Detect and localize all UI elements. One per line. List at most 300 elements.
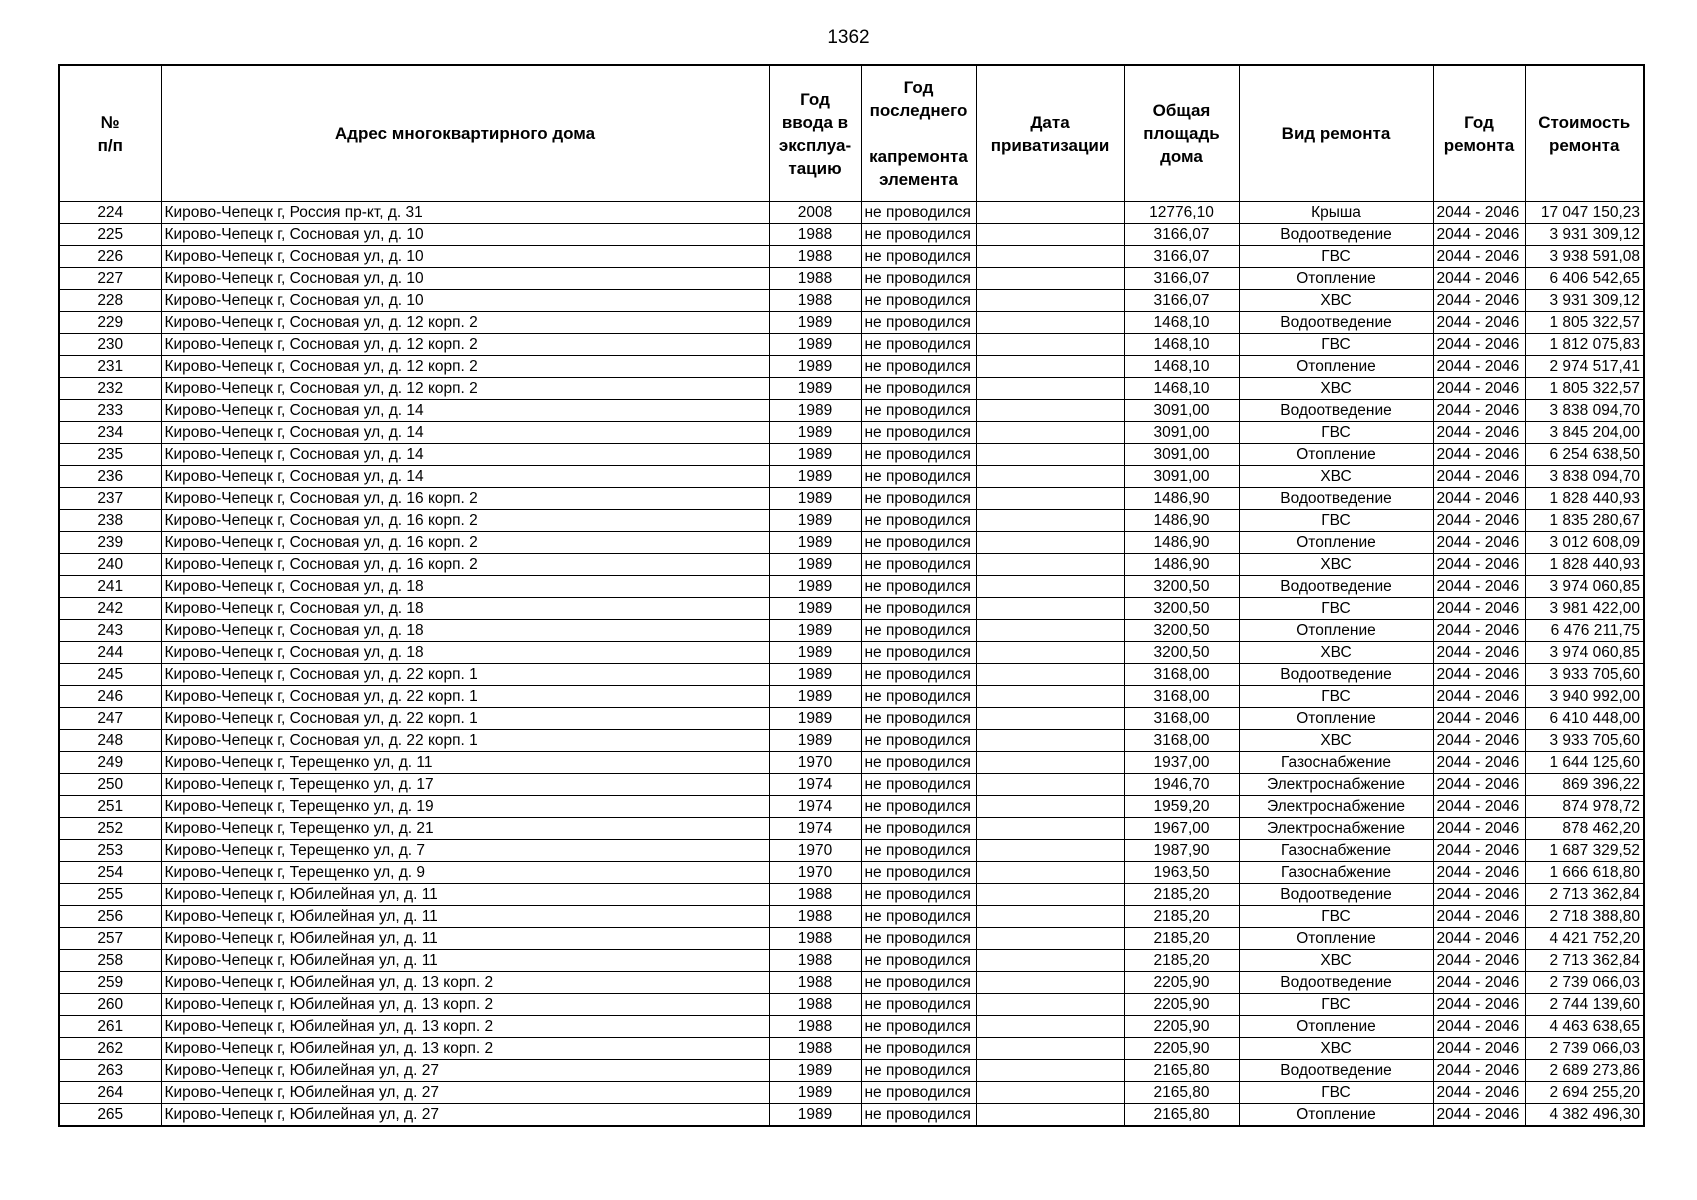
cell-address: Кирово-Чепецк г, Россия пр-кт, д. 31 xyxy=(161,202,769,224)
cell-cost: 6 410 448,00 xyxy=(1525,708,1644,730)
cell-cost: 2 974 517,41 xyxy=(1525,356,1644,378)
cell-address: Кирово-Чепецк г, Терещенко ул, д. 17 xyxy=(161,774,769,796)
cell-number: 229 xyxy=(59,312,161,334)
cell-cost: 17 047 150,23 xyxy=(1525,202,1644,224)
cell-repair-period: 2044 - 2046 xyxy=(1433,928,1525,950)
cell-repair-period: 2044 - 2046 xyxy=(1433,510,1525,532)
cell-number: 244 xyxy=(59,642,161,664)
cell-repair-period: 2044 - 2046 xyxy=(1433,664,1525,686)
table-header-row xyxy=(59,65,1644,202)
cell-year-commission: 1989 xyxy=(769,466,861,488)
table-row xyxy=(59,994,1644,1016)
header-line: ремонта xyxy=(1549,135,1620,155)
table-row xyxy=(59,510,1644,532)
cell-area: 3166,07 xyxy=(1124,290,1239,312)
cell-cost: 3 974 060,85 xyxy=(1525,576,1644,598)
cell-last-repair: не проводился xyxy=(861,620,976,642)
cell-last-repair: не проводился xyxy=(861,664,976,686)
cell-address: Кирово-Чепецк г, Сосновая ул, д. 16 корп. 2 xyxy=(161,554,769,576)
cell-repair-period: 2044 - 2046 xyxy=(1433,268,1525,290)
cell-repair-period: 2044 - 2046 xyxy=(1433,290,1525,312)
table-row xyxy=(59,686,1644,708)
cell-last-repair: не проводился xyxy=(861,422,976,444)
header-number xyxy=(59,65,161,202)
cell-repair-period: 2044 - 2046 xyxy=(1433,796,1525,818)
cell-area: 1937,00 xyxy=(1124,752,1239,774)
cell-repair-type: ХВС xyxy=(1239,466,1433,488)
cell-area: 1486,90 xyxy=(1124,510,1239,532)
cell-year-commission: 1989 xyxy=(769,510,861,532)
cell-privatization xyxy=(976,752,1124,774)
cell-repair-type: Водоотведение xyxy=(1239,400,1433,422)
table-row xyxy=(59,444,1644,466)
cell-area: 1468,10 xyxy=(1124,334,1239,356)
cell-privatization xyxy=(976,906,1124,928)
cell-area: 2205,90 xyxy=(1124,994,1239,1016)
table-row xyxy=(59,972,1644,994)
cell-cost: 1 828 440,93 xyxy=(1525,488,1644,510)
cell-repair-type: Водоотведение xyxy=(1239,224,1433,246)
cell-privatization xyxy=(976,466,1124,488)
cell-address: Кирово-Чепецк г, Сосновая ул, д. 14 xyxy=(161,422,769,444)
table-row xyxy=(59,840,1644,862)
cell-address: Кирово-Чепецк г, Юбилейная ул, д. 11 xyxy=(161,928,769,950)
cell-year-commission: 1988 xyxy=(769,950,861,972)
cell-last-repair: не проводился xyxy=(861,796,976,818)
cell-last-repair: не проводился xyxy=(861,312,976,334)
cell-address: Кирово-Чепецк г, Юбилейная ул, д. 11 xyxy=(161,906,769,928)
cell-area: 2185,20 xyxy=(1124,884,1239,906)
cell-repair-type: Водоотведение xyxy=(1239,1060,1433,1082)
cell-number: 228 xyxy=(59,290,161,312)
cell-year-commission: 1974 xyxy=(769,796,861,818)
cell-number: 252 xyxy=(59,818,161,840)
cell-area: 2165,80 xyxy=(1124,1060,1239,1082)
cell-address: Кирово-Чепецк г, Сосновая ул, д. 16 корп. 2 xyxy=(161,532,769,554)
cell-repair-type: Отопление xyxy=(1239,444,1433,466)
header-line: Общая xyxy=(1152,101,1211,120)
cell-area: 3168,00 xyxy=(1124,708,1239,730)
table-row xyxy=(59,620,1644,642)
cell-cost: 1 644 125,60 xyxy=(1525,752,1644,774)
cell-number: 264 xyxy=(59,1082,161,1104)
cell-repair-type: Отопление xyxy=(1239,708,1433,730)
cell-cost: 3 931 309,12 xyxy=(1525,290,1644,312)
cell-number: 246 xyxy=(59,686,161,708)
cell-number: 238 xyxy=(59,510,161,532)
cell-year-commission: 1989 xyxy=(769,1104,861,1127)
cell-address: Кирово-Чепецк г, Терещенко ул, д. 7 xyxy=(161,840,769,862)
cell-repair-type: Водоотведение xyxy=(1239,972,1433,994)
cell-repair-type: Водоотведение xyxy=(1239,312,1433,334)
cell-area: 1468,10 xyxy=(1124,312,1239,334)
cell-cost: 1 835 280,67 xyxy=(1525,510,1644,532)
header-line: Год xyxy=(800,89,830,109)
cell-repair-type: ГВС xyxy=(1239,422,1433,444)
cell-cost: 3 838 094,70 xyxy=(1525,400,1644,422)
cell-area: 2205,90 xyxy=(1124,1038,1239,1060)
table-row xyxy=(59,906,1644,928)
cell-address: Кирово-Чепецк г, Юбилейная ул, д. 11 xyxy=(161,950,769,972)
cell-year-commission: 2008 xyxy=(769,202,861,224)
cell-repair-period: 2044 - 2046 xyxy=(1433,312,1525,334)
cell-repair-type: Отопление xyxy=(1239,356,1433,378)
cell-repair-type: ГВС xyxy=(1239,598,1433,620)
cell-privatization xyxy=(976,488,1124,510)
cell-year-commission: 1970 xyxy=(769,752,861,774)
cell-area: 2205,90 xyxy=(1124,972,1239,994)
cell-privatization xyxy=(976,1016,1124,1038)
cell-year-commission: 1989 xyxy=(769,532,861,554)
cell-repair-type: Отопление xyxy=(1239,928,1433,950)
header-line: приватизации xyxy=(990,135,1110,155)
cell-number: 230 xyxy=(59,334,161,356)
cell-area: 3091,00 xyxy=(1124,444,1239,466)
cell-year-commission: 1989 xyxy=(769,488,861,510)
cell-privatization xyxy=(976,664,1124,686)
cell-area: 1486,90 xyxy=(1124,532,1239,554)
cell-area: 2205,90 xyxy=(1124,1016,1239,1038)
cell-address: Кирово-Чепецк г, Юбилейная ул, д. 13 корп. 2 xyxy=(161,1038,769,1060)
cell-repair-period: 2044 - 2046 xyxy=(1433,422,1525,444)
cell-year-commission: 1974 xyxy=(769,774,861,796)
cell-number: 237 xyxy=(59,488,161,510)
cell-cost: 3 940 992,00 xyxy=(1525,686,1644,708)
cell-repair-period: 2044 - 2046 xyxy=(1433,224,1525,246)
cell-last-repair: не проводился xyxy=(861,1104,976,1127)
cell-cost: 1 812 075,83 xyxy=(1525,334,1644,356)
header-line: № xyxy=(100,112,120,132)
header-repair-year xyxy=(1433,65,1525,202)
cell-area: 3168,00 xyxy=(1124,664,1239,686)
cell-year-commission: 1970 xyxy=(769,862,861,884)
cell-repair-period: 2044 - 2046 xyxy=(1433,752,1525,774)
cell-privatization xyxy=(976,1038,1124,1060)
cell-address: Кирово-Чепецк г, Сосновая ул, д. 18 xyxy=(161,620,769,642)
cell-last-repair: не проводился xyxy=(861,708,976,730)
cell-privatization xyxy=(976,532,1124,554)
cell-cost: 3 974 060,85 xyxy=(1525,642,1644,664)
table-row xyxy=(59,532,1644,554)
table-row xyxy=(59,1060,1644,1082)
cell-last-repair: не проводился xyxy=(861,598,976,620)
cell-address: Кирово-Чепецк г, Сосновая ул, д. 10 xyxy=(161,268,769,290)
table-row xyxy=(59,488,1644,510)
cell-year-commission: 1988 xyxy=(769,906,861,928)
cell-cost: 3 933 705,60 xyxy=(1525,730,1644,752)
cell-area: 3200,50 xyxy=(1124,576,1239,598)
table-row xyxy=(59,356,1644,378)
header-line: п/п xyxy=(97,135,123,155)
cell-privatization xyxy=(976,1060,1124,1082)
cell-area: 1468,10 xyxy=(1124,378,1239,400)
cell-repair-type: ХВС xyxy=(1239,1038,1433,1060)
cell-privatization xyxy=(976,422,1124,444)
table-body xyxy=(59,202,1644,1127)
cell-address: Кирово-Чепецк г, Юбилейная ул, д. 27 xyxy=(161,1060,769,1082)
cell-area: 2165,80 xyxy=(1124,1082,1239,1104)
cell-number: 259 xyxy=(59,972,161,994)
cell-area: 3166,07 xyxy=(1124,224,1239,246)
table-row xyxy=(59,598,1644,620)
cell-repair-period: 2044 - 2046 xyxy=(1433,488,1525,510)
cell-address: Кирово-Чепецк г, Юбилейная ул, д. 13 корп. 2 xyxy=(161,994,769,1016)
header-line: дома xyxy=(1160,147,1203,166)
cell-repair-period: 2044 - 2046 xyxy=(1433,532,1525,554)
cell-repair-period: 2044 - 2046 xyxy=(1433,576,1525,598)
header-line: Год xyxy=(1464,112,1494,132)
cell-last-repair: не проводился xyxy=(861,994,976,1016)
cell-cost: 2 689 273,86 xyxy=(1525,1060,1644,1082)
cell-last-repair: не проводился xyxy=(861,356,976,378)
cell-last-repair: не проводился xyxy=(861,334,976,356)
cell-repair-type: ХВС xyxy=(1239,642,1433,664)
header-line: Дата xyxy=(1030,112,1070,132)
cell-number: 227 xyxy=(59,268,161,290)
table-row xyxy=(59,1016,1644,1038)
cell-area: 1959,20 xyxy=(1124,796,1239,818)
cell-privatization xyxy=(976,730,1124,752)
cell-cost: 3 931 309,12 xyxy=(1525,224,1644,246)
cell-repair-type: ГВС xyxy=(1239,906,1433,928)
cell-cost: 3 012 608,09 xyxy=(1525,532,1644,554)
cell-privatization xyxy=(976,554,1124,576)
cell-repair-type: Отопление xyxy=(1239,268,1433,290)
cell-repair-period: 2044 - 2046 xyxy=(1433,708,1525,730)
cell-area: 3200,50 xyxy=(1124,620,1239,642)
cell-last-repair: не проводился xyxy=(861,752,976,774)
cell-address: Кирово-Чепецк г, Сосновая ул, д. 14 xyxy=(161,400,769,422)
cell-last-repair: не проводился xyxy=(861,554,976,576)
cell-year-commission: 1988 xyxy=(769,1016,861,1038)
header-area xyxy=(1124,65,1239,202)
cell-cost: 3 981 422,00 xyxy=(1525,598,1644,620)
table-row xyxy=(59,862,1644,884)
cell-last-repair: не проводился xyxy=(861,466,976,488)
cell-number: 240 xyxy=(59,554,161,576)
cell-last-repair: не проводился xyxy=(861,686,976,708)
cell-repair-type: Электроснабжение xyxy=(1239,818,1433,840)
cell-last-repair: не проводился xyxy=(861,510,976,532)
cell-repair-period: 2044 - 2046 xyxy=(1433,620,1525,642)
cell-number: 241 xyxy=(59,576,161,598)
cell-address: Кирово-Чепецк г, Терещенко ул, д. 21 xyxy=(161,818,769,840)
cell-address: Кирово-Чепецк г, Терещенко ул, д. 11 xyxy=(161,752,769,774)
cell-privatization xyxy=(976,840,1124,862)
table-row xyxy=(59,664,1644,686)
cell-repair-type: Отопление xyxy=(1239,620,1433,642)
cell-repair-type: ХВС xyxy=(1239,730,1433,752)
cell-year-commission: 1989 xyxy=(769,642,861,664)
cell-number: 253 xyxy=(59,840,161,862)
cell-cost: 4 382 496,30 xyxy=(1525,1104,1644,1127)
cell-last-repair: не проводился xyxy=(861,950,976,972)
cell-area: 3166,07 xyxy=(1124,246,1239,268)
cell-repair-period: 2044 - 2046 xyxy=(1433,884,1525,906)
cell-year-commission: 1989 xyxy=(769,400,861,422)
cell-last-repair: не проводился xyxy=(861,730,976,752)
cell-cost: 878 462,20 xyxy=(1525,818,1644,840)
cell-cost: 4 463 638,65 xyxy=(1525,1016,1644,1038)
cell-cost: 1 828 440,93 xyxy=(1525,554,1644,576)
cell-year-commission: 1989 xyxy=(769,730,861,752)
cell-privatization xyxy=(976,268,1124,290)
cell-cost: 1 666 618,80 xyxy=(1525,862,1644,884)
cell-year-commission: 1989 xyxy=(769,1060,861,1082)
cell-number: 249 xyxy=(59,752,161,774)
cell-last-repair: не проводился xyxy=(861,1082,976,1104)
cell-privatization xyxy=(976,510,1124,532)
cell-year-commission: 1989 xyxy=(769,686,861,708)
cell-address: Кирово-Чепецк г, Юбилейная ул, д. 13 корп. 2 xyxy=(161,1016,769,1038)
cell-number: 265 xyxy=(59,1104,161,1127)
table-row xyxy=(59,268,1644,290)
cell-address: Кирово-Чепецк г, Юбилейная ул, д. 27 xyxy=(161,1104,769,1127)
cell-area: 1486,90 xyxy=(1124,554,1239,576)
cell-year-commission: 1974 xyxy=(769,818,861,840)
header-year-commission xyxy=(769,65,861,202)
table-row xyxy=(59,730,1644,752)
cell-cost: 2 713 362,84 xyxy=(1525,884,1644,906)
cell-address: Кирово-Чепецк г, Сосновая ул, д. 10 xyxy=(161,290,769,312)
cell-privatization xyxy=(976,224,1124,246)
cell-area: 2185,20 xyxy=(1124,906,1239,928)
table-row xyxy=(59,774,1644,796)
cell-repair-period: 2044 - 2046 xyxy=(1433,686,1525,708)
cell-year-commission: 1989 xyxy=(769,1082,861,1104)
cell-repair-period: 2044 - 2046 xyxy=(1433,378,1525,400)
cell-address: Кирово-Чепецк г, Сосновая ул, д. 22 корп. 1 xyxy=(161,664,769,686)
cell-repair-period: 2044 - 2046 xyxy=(1433,950,1525,972)
cell-privatization xyxy=(976,334,1124,356)
table-row xyxy=(59,224,1644,246)
table-row xyxy=(59,796,1644,818)
repair-registry-table xyxy=(58,64,1645,1127)
cell-area: 1963,50 xyxy=(1124,862,1239,884)
header-line: последнего xyxy=(869,101,968,120)
cell-repair-type: Газоснабжение xyxy=(1239,862,1433,884)
cell-number: 239 xyxy=(59,532,161,554)
cell-year-commission: 1989 xyxy=(769,554,861,576)
cell-privatization xyxy=(976,356,1124,378)
cell-cost: 3 938 591,08 xyxy=(1525,246,1644,268)
table-row xyxy=(59,312,1644,334)
cell-repair-period: 2044 - 2046 xyxy=(1433,246,1525,268)
cell-repair-type: Газоснабжение xyxy=(1239,752,1433,774)
cell-repair-period: 2044 - 2046 xyxy=(1433,444,1525,466)
cell-repair-type: Отопление xyxy=(1239,532,1433,554)
table-row xyxy=(59,928,1644,950)
cell-number: 263 xyxy=(59,1060,161,1082)
cell-repair-period: 2044 - 2046 xyxy=(1433,356,1525,378)
cell-last-repair: не проводился xyxy=(861,576,976,598)
cell-address: Кирово-Чепецк г, Сосновая ул, д. 10 xyxy=(161,246,769,268)
cell-year-commission: 1989 xyxy=(769,312,861,334)
cell-address: Кирово-Чепецк г, Сосновая ул, д. 22 корп. 1 xyxy=(161,708,769,730)
cell-number: 226 xyxy=(59,246,161,268)
header-line: капремонта xyxy=(869,147,968,166)
table-row xyxy=(59,642,1644,664)
cell-number: 242 xyxy=(59,598,161,620)
cell-address: Кирово-Чепецк г, Сосновая ул, д. 16 корп. 2 xyxy=(161,488,769,510)
header-privatization xyxy=(976,65,1124,202)
header-last-repair xyxy=(861,65,976,202)
cell-year-commission: 1989 xyxy=(769,708,861,730)
cell-year-commission: 1988 xyxy=(769,290,861,312)
cell-repair-period: 2044 - 2046 xyxy=(1433,774,1525,796)
cell-last-repair: не проводился xyxy=(861,268,976,290)
cell-address: Кирово-Чепецк г, Сосновая ул, д. 12 корп. 2 xyxy=(161,312,769,334)
table-row xyxy=(59,554,1644,576)
cell-last-repair: не проводился xyxy=(861,400,976,422)
cell-year-commission: 1989 xyxy=(769,598,861,620)
cell-number: 231 xyxy=(59,356,161,378)
cell-repair-period: 2044 - 2046 xyxy=(1433,1082,1525,1104)
cell-area: 3200,50 xyxy=(1124,598,1239,620)
cell-last-repair: не проводился xyxy=(861,290,976,312)
cell-last-repair: не проводился xyxy=(861,444,976,466)
cell-repair-type: ХВС xyxy=(1239,290,1433,312)
cell-area: 3200,50 xyxy=(1124,642,1239,664)
cell-address: Кирово-Чепецк г, Сосновая ул, д. 14 xyxy=(161,466,769,488)
cell-last-repair: не проводился xyxy=(861,224,976,246)
header-repair-type: Вид ремонта xyxy=(1239,65,1433,202)
cell-address: Кирово-Чепецк г, Сосновая ул, д. 10 xyxy=(161,224,769,246)
table-row xyxy=(59,576,1644,598)
cell-cost: 2 718 388,80 xyxy=(1525,906,1644,928)
cell-year-commission: 1988 xyxy=(769,1038,861,1060)
header-line: тацию xyxy=(788,158,842,178)
cell-number: 262 xyxy=(59,1038,161,1060)
table-row xyxy=(59,950,1644,972)
cell-number: 260 xyxy=(59,994,161,1016)
cell-last-repair: не проводился xyxy=(861,774,976,796)
cell-area: 2185,20 xyxy=(1124,928,1239,950)
cell-address: Кирово-Чепецк г, Юбилейная ул, д. 13 корп. 2 xyxy=(161,972,769,994)
cell-address: Кирово-Чепецк г, Терещенко ул, д. 9 xyxy=(161,862,769,884)
cell-cost: 874 978,72 xyxy=(1525,796,1644,818)
cell-privatization xyxy=(976,950,1124,972)
cell-number: 257 xyxy=(59,928,161,950)
header-line: эксплуа- xyxy=(778,135,852,155)
cell-repair-type: ХВС xyxy=(1239,554,1433,576)
cell-repair-type: Крыша xyxy=(1239,202,1433,224)
cell-privatization xyxy=(976,400,1124,422)
table-row xyxy=(59,1038,1644,1060)
cell-last-repair: не проводился xyxy=(861,488,976,510)
cell-address: Кирово-Чепецк г, Сосновая ул, д. 18 xyxy=(161,576,769,598)
cell-cost: 4 421 752,20 xyxy=(1525,928,1644,950)
cell-repair-period: 2044 - 2046 xyxy=(1433,202,1525,224)
cell-repair-type: Водоотведение xyxy=(1239,664,1433,686)
cell-repair-type: ХВС xyxy=(1239,950,1433,972)
cell-year-commission: 1988 xyxy=(769,928,861,950)
cell-cost: 6 476 211,75 xyxy=(1525,620,1644,642)
cell-repair-type: Водоотведение xyxy=(1239,488,1433,510)
cell-privatization xyxy=(976,928,1124,950)
cell-year-commission: 1988 xyxy=(769,994,861,1016)
cell-privatization xyxy=(976,246,1124,268)
cell-cost: 2 739 066,03 xyxy=(1525,1038,1644,1060)
cell-area: 1946,70 xyxy=(1124,774,1239,796)
cell-year-commission: 1988 xyxy=(769,224,861,246)
header-cost xyxy=(1525,65,1644,202)
cell-number: 247 xyxy=(59,708,161,730)
cell-repair-period: 2044 - 2046 xyxy=(1433,730,1525,752)
cell-repair-type: Газоснабжение xyxy=(1239,840,1433,862)
cell-number: 225 xyxy=(59,224,161,246)
cell-area: 3091,00 xyxy=(1124,400,1239,422)
